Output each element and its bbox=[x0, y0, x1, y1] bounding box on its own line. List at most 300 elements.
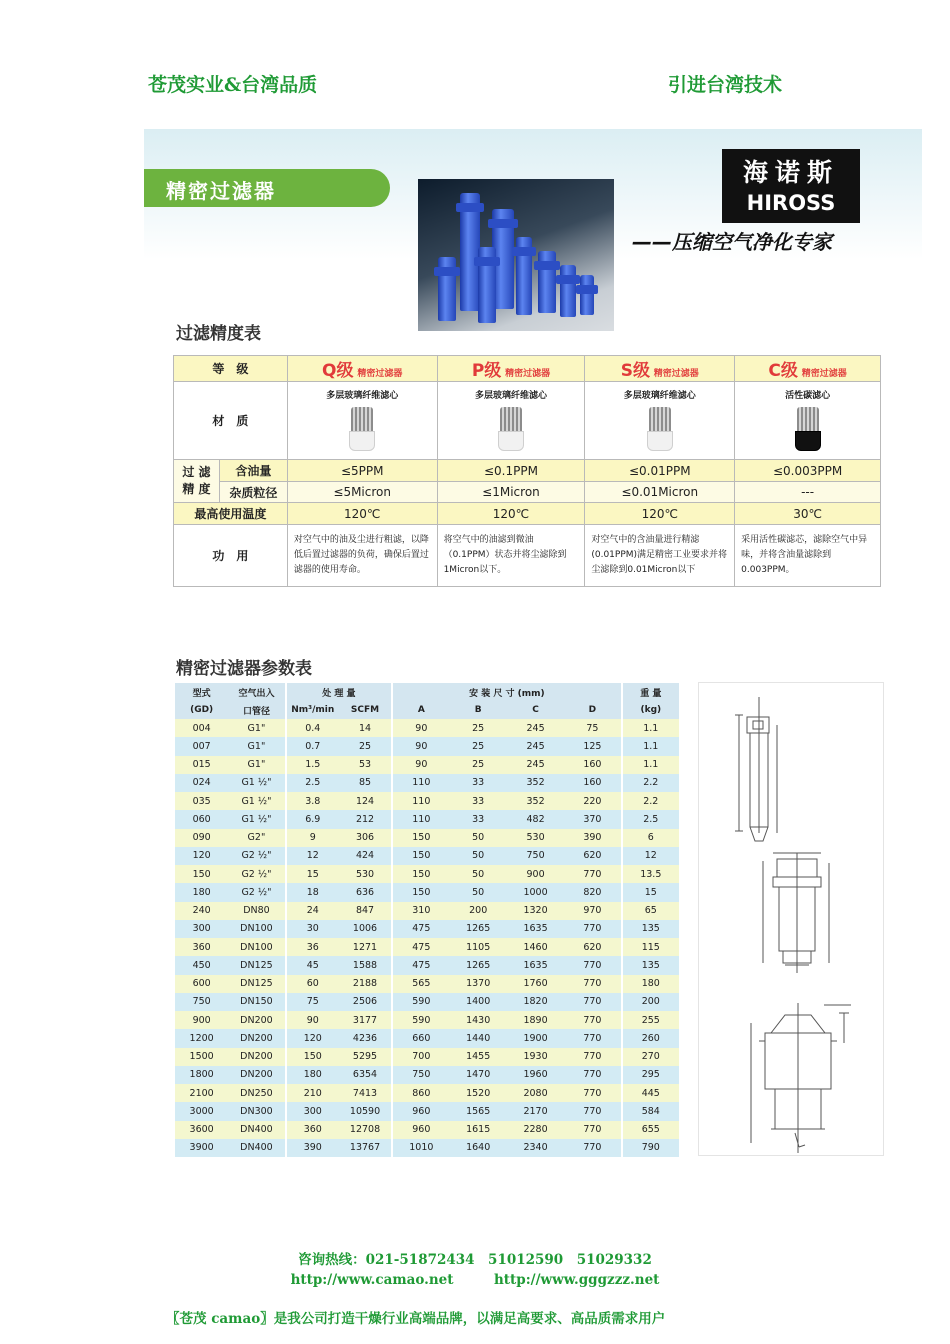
spec-cell: 12708 bbox=[339, 1121, 392, 1139]
spec-row bbox=[175, 1029, 679, 1047]
temp-s: 120℃ bbox=[585, 503, 735, 525]
spec-cell: 1500 bbox=[175, 1048, 228, 1066]
spec-cell: 33 bbox=[450, 774, 507, 792]
spec-cell: 060 bbox=[175, 810, 228, 828]
grade-p-sub: 精密过滤器 bbox=[505, 369, 551, 379]
accuracy-table-title: 过滤精度表 bbox=[176, 324, 261, 344]
spec-cell: 1588 bbox=[339, 956, 392, 974]
footer-brand-slogan: 〖苍茂 camao〗是我公司打造干燥行业高端品牌，以满足高要求、高品质需求用户 bbox=[166, 1311, 666, 1327]
spec-cell: 360 bbox=[175, 938, 228, 956]
spec-cell: 035 bbox=[175, 792, 228, 810]
spec-row bbox=[175, 1011, 679, 1029]
spec-cell: 360 bbox=[286, 1121, 339, 1139]
spec-cell: 655 bbox=[622, 1121, 679, 1139]
spec-cell: G1 ½" bbox=[228, 774, 285, 792]
spec-cell: 004 bbox=[175, 719, 228, 737]
spec-cell: 770 bbox=[564, 1066, 621, 1084]
spec-cell: DN125 bbox=[228, 975, 285, 993]
spec-cell: 475 bbox=[392, 956, 449, 974]
spec-cell: 2100 bbox=[175, 1084, 228, 1102]
spec-cell: 115 bbox=[622, 938, 679, 956]
col-d: D bbox=[564, 701, 621, 719]
spec-cell: 820 bbox=[564, 883, 621, 901]
spec-cell: 260 bbox=[622, 1029, 679, 1047]
spec-cell: 3900 bbox=[175, 1139, 228, 1157]
spec-cell: 150 bbox=[392, 883, 449, 901]
material-s: 多层玻璃纤维滤心 bbox=[623, 391, 696, 401]
spec-cell: 210 bbox=[286, 1084, 339, 1102]
spec-cell: 450 bbox=[175, 956, 228, 974]
spec-cell: 482 bbox=[507, 810, 564, 828]
spec-cell: 565 bbox=[392, 975, 449, 993]
col-weight: 重 量 bbox=[622, 683, 679, 701]
spec-cell: 1635 bbox=[507, 920, 564, 938]
particle-q: ≤5Micron bbox=[287, 482, 437, 503]
spec-cell: 7413 bbox=[339, 1084, 392, 1102]
material-c: 活性碳滤心 bbox=[785, 391, 831, 401]
footer-urls: http://www.camao.net http://www.gggzzz.net bbox=[290, 1272, 660, 1288]
function-p: 将空气中的油滤到微油（0.1PPM）状态并将尘滤除到1Micron以下。 bbox=[437, 525, 585, 587]
col-model-sub: (GD) bbox=[175, 701, 228, 719]
product-photo bbox=[418, 179, 614, 331]
grade-c-sub: 精密过滤器 bbox=[801, 369, 847, 379]
spec-cell: 5295 bbox=[339, 1048, 392, 1066]
spec-row bbox=[175, 938, 679, 956]
spec-cell: 50 bbox=[450, 847, 507, 865]
spec-cell: 30 bbox=[286, 920, 339, 938]
spec-row bbox=[175, 792, 679, 810]
spec-row bbox=[175, 829, 679, 847]
function-q: 对空气中的油及尘进行粗滤，以降低后置过滤器的负荷，确保后置过滤器的使用寿命。 bbox=[287, 525, 437, 587]
spec-cell: 390 bbox=[564, 829, 621, 847]
spec-cell: G2 ½" bbox=[228, 865, 285, 883]
oil-p: ≤0.1PPM bbox=[437, 460, 585, 482]
spec-cell: 900 bbox=[175, 1011, 228, 1029]
spec-cell: 200 bbox=[450, 902, 507, 920]
spec-row bbox=[175, 883, 679, 901]
spec-cell: 180 bbox=[286, 1066, 339, 1084]
spec-cell: 1455 bbox=[450, 1048, 507, 1066]
spec-cell: 245 bbox=[507, 756, 564, 774]
spec-cell: 770 bbox=[564, 1011, 621, 1029]
spec-cell: DN200 bbox=[228, 1011, 285, 1029]
spec-cell: 240 bbox=[175, 902, 228, 920]
cartridge-c-image bbox=[795, 407, 821, 451]
spec-cell: 45 bbox=[286, 956, 339, 974]
spec-cell: 2188 bbox=[339, 975, 392, 993]
particle-label: 杂质粒径 bbox=[219, 482, 287, 503]
spec-cell: 4236 bbox=[339, 1029, 392, 1047]
oil-q: ≤5PPM bbox=[287, 460, 437, 482]
spec-cell: 770 bbox=[564, 1084, 621, 1102]
spec-cell: 770 bbox=[564, 1121, 621, 1139]
spec-cell: G1 ½" bbox=[228, 792, 285, 810]
spec-cell: 245 bbox=[507, 737, 564, 755]
spec-cell: 255 bbox=[622, 1011, 679, 1029]
spec-row bbox=[175, 1084, 679, 1102]
spec-cell: 15 bbox=[622, 883, 679, 901]
spec-row bbox=[175, 956, 679, 974]
temp-p: 120℃ bbox=[437, 503, 585, 525]
spec-cell: 124 bbox=[339, 792, 392, 810]
spec-cell: 300 bbox=[286, 1102, 339, 1120]
spec-cell: 1271 bbox=[339, 938, 392, 956]
brand-name-en: HIROSS bbox=[746, 191, 836, 215]
spec-cell: 770 bbox=[564, 1048, 621, 1066]
spec-cell: 9 bbox=[286, 829, 339, 847]
col-scfm: SCFM bbox=[339, 701, 392, 719]
grade-p-name: P级 bbox=[471, 361, 502, 381]
spec-cell: 1800 bbox=[175, 1066, 228, 1084]
spec-cell: 13.5 bbox=[622, 865, 679, 883]
spec-cell: 620 bbox=[564, 847, 621, 865]
spec-cell: 770 bbox=[564, 975, 621, 993]
spec-cell: 590 bbox=[392, 1011, 449, 1029]
spec-cell: 180 bbox=[622, 975, 679, 993]
spec-cell: 150 bbox=[392, 847, 449, 865]
spec-cell: 1200 bbox=[175, 1029, 228, 1047]
col-port-sub: 口管径 bbox=[228, 701, 285, 719]
spec-cell: G2 ½" bbox=[228, 847, 285, 865]
spec-cell: 18 bbox=[286, 883, 339, 901]
spec-cell: 770 bbox=[564, 1029, 621, 1047]
col-nm3: Nm³/min bbox=[286, 701, 339, 719]
spec-cell: 12 bbox=[622, 847, 679, 865]
brand-name-cn: 海诺斯 bbox=[742, 158, 839, 187]
spec-cell: 1.1 bbox=[622, 756, 679, 774]
spec-cell: G1" bbox=[228, 719, 285, 737]
spec-cell: 50 bbox=[450, 829, 507, 847]
spec-cell: G2" bbox=[228, 829, 285, 847]
spec-cell: 180 bbox=[175, 883, 228, 901]
oil-s: ≤0.01PPM bbox=[585, 460, 735, 482]
spec-cell: 390 bbox=[286, 1139, 339, 1157]
spec-cell: 1900 bbox=[507, 1029, 564, 1047]
spec-cell: 3177 bbox=[339, 1011, 392, 1029]
spec-cell: 590 bbox=[392, 993, 449, 1011]
temp-c: 30℃ bbox=[735, 503, 881, 525]
spec-cell: 60 bbox=[286, 975, 339, 993]
spec-cell: 200 bbox=[622, 993, 679, 1011]
spec-cell: 530 bbox=[507, 829, 564, 847]
brand-logo bbox=[722, 149, 860, 223]
spec-cell: 90 bbox=[392, 756, 449, 774]
spec-cell: 3.8 bbox=[286, 792, 339, 810]
spec-cell: 1640 bbox=[450, 1139, 507, 1157]
spec-cell: 135 bbox=[622, 956, 679, 974]
spec-cell: 0.4 bbox=[286, 719, 339, 737]
spec-cell: 1.1 bbox=[622, 719, 679, 737]
spec-cell: 007 bbox=[175, 737, 228, 755]
spec-row bbox=[175, 1048, 679, 1066]
spec-cell: 1440 bbox=[450, 1029, 507, 1047]
spec-row bbox=[175, 1121, 679, 1139]
spec-row bbox=[175, 1066, 679, 1084]
col-port: 空气出入 bbox=[228, 683, 285, 701]
spec-cell: 110 bbox=[392, 774, 449, 792]
spec-cell: 150 bbox=[286, 1048, 339, 1066]
spec-row bbox=[175, 902, 679, 920]
spec-cell: 960 bbox=[392, 1102, 449, 1120]
spec-row bbox=[175, 719, 679, 737]
header-right-slogan: 引进台湾技术 bbox=[668, 74, 783, 96]
spec-table-title: 精密过滤器参数表 bbox=[176, 659, 312, 679]
spec-cell: 75 bbox=[564, 719, 621, 737]
spec-cell: 150 bbox=[392, 865, 449, 883]
spec-cell: 600 bbox=[175, 975, 228, 993]
spec-cell: 770 bbox=[564, 993, 621, 1011]
spec-cell: 530 bbox=[339, 865, 392, 883]
spec-cell: 10590 bbox=[339, 1102, 392, 1120]
spec-cell: 770 bbox=[564, 920, 621, 938]
grade-s-sub: 精密过滤器 bbox=[653, 369, 699, 379]
spec-cell: 1.5 bbox=[286, 756, 339, 774]
spec-cell: DN80 bbox=[228, 902, 285, 920]
grade-label: 等 级 bbox=[174, 356, 288, 382]
spec-cell: 85 bbox=[339, 774, 392, 792]
spec-cell: G2 ½" bbox=[228, 883, 285, 901]
spec-cell: 750 bbox=[392, 1066, 449, 1084]
spec-cell: 024 bbox=[175, 774, 228, 792]
temp-q: 120℃ bbox=[287, 503, 437, 525]
spec-cell: 860 bbox=[392, 1084, 449, 1102]
function-label: 功 用 bbox=[174, 525, 288, 587]
grade-q-name: Q级 bbox=[322, 361, 354, 381]
spec-cell: 475 bbox=[392, 938, 449, 956]
col-weight-sub: (kg) bbox=[622, 701, 679, 719]
cartridge-s-image bbox=[647, 407, 673, 451]
spec-cell: 1460 bbox=[507, 938, 564, 956]
filter-precision-label: 过 滤 精 度 bbox=[174, 460, 220, 503]
spec-cell: 110 bbox=[392, 792, 449, 810]
spec-cell: 75 bbox=[286, 993, 339, 1011]
spec-cell: 25 bbox=[339, 737, 392, 755]
spec-cell: DN250 bbox=[228, 1084, 285, 1102]
spec-cell: 150 bbox=[392, 829, 449, 847]
spec-cell: 750 bbox=[507, 847, 564, 865]
spec-cell: 25 bbox=[450, 719, 507, 737]
spec-cell: 1430 bbox=[450, 1011, 507, 1029]
spec-cell: 36 bbox=[286, 938, 339, 956]
spec-cell: 2506 bbox=[339, 993, 392, 1011]
spec-cell: 2.2 bbox=[622, 792, 679, 810]
spec-cell: G1 ½" bbox=[228, 810, 285, 828]
spec-cell: 6354 bbox=[339, 1066, 392, 1084]
spec-cell: 370 bbox=[564, 810, 621, 828]
spec-cell: 475 bbox=[392, 920, 449, 938]
spec-cell: 120 bbox=[175, 847, 228, 865]
spec-cell: G1" bbox=[228, 737, 285, 755]
grade-q-sub: 精密过滤器 bbox=[357, 369, 403, 379]
spec-cell: 33 bbox=[450, 810, 507, 828]
spec-cell: 33 bbox=[450, 792, 507, 810]
spec-cell: 584 bbox=[622, 1102, 679, 1120]
spec-cell: 2340 bbox=[507, 1139, 564, 1157]
spec-row bbox=[175, 975, 679, 993]
oil-c: ≤0.003PPM bbox=[735, 460, 881, 482]
spec-cell: 3000 bbox=[175, 1102, 228, 1120]
spec-cell: DN400 bbox=[228, 1139, 285, 1157]
spec-cell: 700 bbox=[392, 1048, 449, 1066]
spec-row bbox=[175, 756, 679, 774]
accuracy-table bbox=[173, 355, 881, 587]
cartridge-q-image bbox=[349, 407, 375, 451]
spec-cell: 125 bbox=[564, 737, 621, 755]
particle-p: ≤1Micron bbox=[437, 482, 585, 503]
spec-cell: 1890 bbox=[507, 1011, 564, 1029]
footer-hotline: 咨询热线：021-51872434 51012590 51029332 bbox=[298, 1252, 652, 1268]
spec-cell: 25 bbox=[450, 756, 507, 774]
spec-cell: 1400 bbox=[450, 993, 507, 1011]
header-left-slogan: 苍茂实业&台湾品质 bbox=[148, 74, 318, 96]
spec-cell: 50 bbox=[450, 865, 507, 883]
spec-cell: 1105 bbox=[450, 938, 507, 956]
spec-cell: 310 bbox=[392, 902, 449, 920]
spec-cell: 1930 bbox=[507, 1048, 564, 1066]
spec-cell: 1960 bbox=[507, 1066, 564, 1084]
spec-cell: 1265 bbox=[450, 920, 507, 938]
spec-cell: 110 bbox=[392, 810, 449, 828]
spec-cell: 970 bbox=[564, 902, 621, 920]
spec-cell: 1520 bbox=[450, 1084, 507, 1102]
spec-cell: 90 bbox=[286, 1011, 339, 1029]
spec-row bbox=[175, 920, 679, 938]
material-q: 多层玻璃纤维滤心 bbox=[326, 391, 399, 401]
spec-cell: 790 bbox=[622, 1139, 679, 1157]
spec-cell: 160 bbox=[564, 774, 621, 792]
spec-cell: 13767 bbox=[339, 1139, 392, 1157]
cartridge-p-image bbox=[498, 407, 524, 451]
spec-cell: 220 bbox=[564, 792, 621, 810]
spec-cell: 900 bbox=[507, 865, 564, 883]
spec-cell: 90 bbox=[392, 719, 449, 737]
spec-cell: 2280 bbox=[507, 1121, 564, 1139]
spec-row bbox=[175, 993, 679, 1011]
spec-cell: 352 bbox=[507, 774, 564, 792]
col-dims: 安 装 尺 寸 (mm) bbox=[392, 683, 621, 701]
spec-cell: 160 bbox=[564, 756, 621, 774]
spec-cell: 090 bbox=[175, 829, 228, 847]
spec-cell: DN200 bbox=[228, 1066, 285, 1084]
spec-cell: 1635 bbox=[507, 956, 564, 974]
function-c: 采用活性碳滤芯，滤除空气中异味，并将含油量滤除到0.003PPM。 bbox=[735, 525, 881, 587]
col-a: A bbox=[392, 701, 449, 719]
spec-cell: 270 bbox=[622, 1048, 679, 1066]
col-c: C bbox=[507, 701, 564, 719]
spec-cell: 352 bbox=[507, 792, 564, 810]
spec-cell: 3600 bbox=[175, 1121, 228, 1139]
spec-cell: 212 bbox=[339, 810, 392, 828]
spec-row bbox=[175, 865, 679, 883]
grade-c-name: C级 bbox=[768, 361, 798, 381]
spec-cell: 1370 bbox=[450, 975, 507, 993]
category-tag: 精密过滤器 bbox=[144, 169, 390, 207]
spec-row bbox=[175, 774, 679, 792]
spec-cell: 53 bbox=[339, 756, 392, 774]
spec-cell: DN125 bbox=[228, 956, 285, 974]
spec-cell: 50 bbox=[450, 883, 507, 901]
col-model: 型式 bbox=[175, 683, 228, 701]
spec-row bbox=[175, 847, 679, 865]
spec-row bbox=[175, 1102, 679, 1120]
particle-c: --- bbox=[735, 482, 881, 503]
spec-cell: 445 bbox=[622, 1084, 679, 1102]
spec-cell: 1000 bbox=[507, 883, 564, 901]
spec-cell: DN100 bbox=[228, 920, 285, 938]
spec-cell: DN150 bbox=[228, 993, 285, 1011]
spec-cell: 1265 bbox=[450, 956, 507, 974]
spec-cell: 24 bbox=[286, 902, 339, 920]
spec-cell: 750 bbox=[175, 993, 228, 1011]
oil-label: 含油量 bbox=[219, 460, 287, 482]
dimension-drawings bbox=[698, 682, 884, 1156]
spec-cell: 6.9 bbox=[286, 810, 339, 828]
spec-cell: 636 bbox=[339, 883, 392, 901]
spec-row bbox=[175, 1139, 679, 1157]
spec-cell: 424 bbox=[339, 847, 392, 865]
spec-cell: DN200 bbox=[228, 1029, 285, 1047]
spec-cell: 12 bbox=[286, 847, 339, 865]
spec-cell: 25 bbox=[450, 737, 507, 755]
spec-cell: 1760 bbox=[507, 975, 564, 993]
spec-cell: DN200 bbox=[228, 1048, 285, 1066]
filter-outline-drawings bbox=[699, 683, 885, 1157]
spec-cell: G1" bbox=[228, 756, 285, 774]
col-b: B bbox=[450, 701, 507, 719]
spec-cell: 1320 bbox=[507, 902, 564, 920]
spec-cell: DN400 bbox=[228, 1121, 285, 1139]
spec-row bbox=[175, 810, 679, 828]
spec-cell: 295 bbox=[622, 1066, 679, 1084]
spec-cell: 306 bbox=[339, 829, 392, 847]
spec-cell: 0.7 bbox=[286, 737, 339, 755]
spec-cell: 14 bbox=[339, 719, 392, 737]
spec-table bbox=[175, 683, 679, 1157]
temp-label: 最高使用温度 bbox=[174, 503, 288, 525]
spec-cell: 1470 bbox=[450, 1066, 507, 1084]
spec-cell: 1.1 bbox=[622, 737, 679, 755]
grade-s-name: S级 bbox=[620, 361, 650, 381]
spec-cell: 847 bbox=[339, 902, 392, 920]
spec-cell: 770 bbox=[564, 1102, 621, 1120]
function-s: 对空气中的含油量进行精滤(0.01PPM)满足精密工业要求并将尘滤除到0.01Micron以下 bbox=[585, 525, 735, 587]
spec-cell: 120 bbox=[286, 1029, 339, 1047]
material-p: 多层玻璃纤维滤心 bbox=[474, 391, 547, 401]
spec-cell: 1565 bbox=[450, 1102, 507, 1120]
spec-cell: 1615 bbox=[450, 1121, 507, 1139]
spec-cell: 300 bbox=[175, 920, 228, 938]
spec-cell: 660 bbox=[392, 1029, 449, 1047]
spec-cell: DN100 bbox=[228, 938, 285, 956]
spec-cell: 2080 bbox=[507, 1084, 564, 1102]
particle-s: ≤0.01Micron bbox=[585, 482, 735, 503]
spec-cell: 1820 bbox=[507, 993, 564, 1011]
spec-cell: 15 bbox=[286, 865, 339, 883]
spec-cell: 1006 bbox=[339, 920, 392, 938]
spec-cell: 2170 bbox=[507, 1102, 564, 1120]
spec-cell: 015 bbox=[175, 756, 228, 774]
spec-cell: 1010 bbox=[392, 1139, 449, 1157]
spec-cell: DN300 bbox=[228, 1102, 285, 1120]
spec-cell: 65 bbox=[622, 902, 679, 920]
spec-cell: 770 bbox=[564, 956, 621, 974]
spec-cell: 2.2 bbox=[622, 774, 679, 792]
spec-row bbox=[175, 737, 679, 755]
spec-cell: 620 bbox=[564, 938, 621, 956]
spec-cell: 2.5 bbox=[622, 810, 679, 828]
spec-cell: 6 bbox=[622, 829, 679, 847]
spec-cell: 245 bbox=[507, 719, 564, 737]
